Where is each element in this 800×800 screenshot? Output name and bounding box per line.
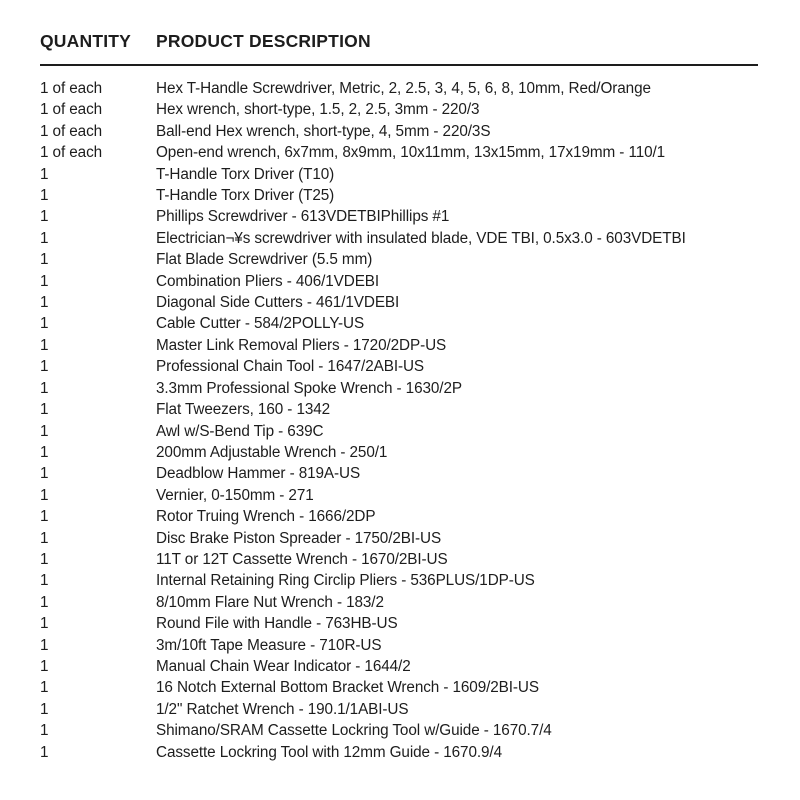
description-cell: Master Link Removal Pliers - 1720/2DP-US <box>156 336 447 354</box>
quantity-cell: 1 <box>40 336 49 354</box>
quantity-cell: 1 <box>40 443 49 461</box>
table-row <box>40 164 758 185</box>
quantity-cell: 1 <box>40 422 49 440</box>
table-row <box>40 549 758 570</box>
description-cell: Professional Chain Tool - 1647/2ABI-US <box>156 358 425 376</box>
table-header <box>40 31 758 66</box>
quantity-cell: 1 <box>40 229 49 247</box>
description-cell: Cassette Lockring Tool with 12mm Guide - 1670.9/4 <box>156 743 502 761</box>
table-row <box>40 185 758 206</box>
table-row <box>40 292 758 313</box>
quantity-cell: 1 <box>40 508 49 526</box>
quantity-cell: 1 of each <box>40 122 103 140</box>
table-row <box>40 506 758 527</box>
table-row <box>40 742 758 763</box>
description-cell: Open-end wrench, 6x7mm, 8x9mm, 10x11mm, 13x15mm, 17x19mm - 110/1 <box>156 144 666 162</box>
quantity-cell: 1 <box>40 208 49 226</box>
table-row <box>40 463 758 484</box>
description-cell: Combination Pliers - 406/1VDEBI <box>156 272 380 290</box>
description-cell: Hex T-Handle Screwdriver, Metric, 2, 2.5, 3, 4, 5, 6, 8, 10mm, Red/Orange <box>156 80 651 97</box>
quantity-cell: 1 <box>40 358 49 376</box>
description-cell: Shimano/SRAM Cassette Lockring Tool w/Guide - 1670.7/4 <box>156 722 552 740</box>
description-cell: Phillips Screwdriver - 613VDETBIPhillips #1 <box>156 208 450 226</box>
description-header: PRODUCT DESCRIPTION <box>156 31 371 51</box>
table-row <box>40 356 758 377</box>
table-row <box>40 592 758 613</box>
table-row <box>40 271 758 292</box>
table-row <box>40 699 758 720</box>
quantity-cell: 1 <box>40 379 49 397</box>
description-cell: Awl w/S-Bend Tip - 639C <box>156 422 324 440</box>
table-row <box>40 656 758 677</box>
table-row <box>40 442 758 463</box>
description-cell: Hex wrench, short-type, 1.5, 2, 2.5, 3mm - 220/3 <box>156 101 480 119</box>
table-row <box>40 78 758 99</box>
description-cell: Flat Blade Screwdriver (5.5 mm) <box>156 251 373 269</box>
description-cell: Round File with Handle - 763HB-US <box>156 615 398 633</box>
quantity-cell: 1 <box>40 657 49 675</box>
description-cell: Vernier, 0-150mm - 271 <box>156 486 314 504</box>
quantity-cell: 1 <box>40 401 49 419</box>
description-cell: Electrician¬¥s screwdriver with insulated blade, VDE TBI, 0.5x3.0 - 603VDETBI <box>156 229 686 247</box>
table-row <box>40 142 758 163</box>
table-row <box>40 249 758 270</box>
quantity-cell: 1 <box>40 572 49 590</box>
table-row <box>40 206 758 227</box>
table-row <box>40 99 758 120</box>
table-row <box>40 313 758 334</box>
quantity-cell: 1 <box>40 679 49 697</box>
description-cell: Ball-end Hex wrench, short-type, 4, 5mm - 220/3S <box>156 122 491 140</box>
table-row <box>40 421 758 442</box>
description-cell: Disc Brake Piston Spreader - 1750/2BI-US <box>156 529 442 547</box>
description-cell: 11T or 12T Cassette Wrench - 1670/2BI-US <box>156 550 448 568</box>
quantity-cell: 1 <box>40 315 49 333</box>
quantity-cell: 1 <box>40 615 49 633</box>
quantity-cell: 1 <box>40 550 49 568</box>
quantity-cell: 1 of each <box>40 80 103 97</box>
description-cell: 200mm Adjustable Wrench - 250/1 <box>156 443 388 461</box>
table-body <box>40 66 758 763</box>
description-cell: 3.3mm Professional Spoke Wrench - 1630/2P <box>156 379 462 397</box>
quantity-cell: 1 <box>40 272 49 290</box>
table-row <box>40 570 758 591</box>
quantity-cell: 1 <box>40 165 49 183</box>
description-cell: 16 Notch External Bottom Bracket Wrench - 1609/2BI-US <box>156 679 539 697</box>
quantity-cell: 1 <box>40 529 49 547</box>
quantity-cell: 1 <box>40 722 49 740</box>
description-cell: Diagonal Side Cutters - 461/1VDEBI <box>156 294 400 312</box>
table-row <box>40 720 758 741</box>
description-cell: 1/2" Ratchet Wrench - 190.1/1ABI-US <box>156 700 409 718</box>
description-cell: Rotor Truing Wrench - 1666/2DP <box>156 508 376 526</box>
quantity-cell: 1 of each <box>40 144 103 162</box>
table-row <box>40 378 758 399</box>
quantity-cell: 1 <box>40 743 49 761</box>
table-row <box>40 677 758 698</box>
table-row <box>40 228 758 249</box>
description-cell: Internal Retaining Ring Circlip Pliers - 536PLUS/1DP-US <box>156 572 535 590</box>
quantity-header: QUANTITY <box>40 31 132 51</box>
quantity-cell: 1 <box>40 486 49 504</box>
description-cell: 3m/10ft Tape Measure - 710R-US <box>156 636 382 654</box>
table-row <box>40 528 758 549</box>
description-cell: Cable Cutter - 584/2POLLY-US <box>156 315 365 333</box>
table-row <box>40 485 758 506</box>
description-cell: Flat Tweezers, 160 - 1342 <box>156 401 331 419</box>
quantity-cell: 1 <box>40 187 49 205</box>
table-row <box>40 121 758 142</box>
quantity-cell: 1 <box>40 251 49 269</box>
table-row <box>40 399 758 420</box>
description-cell: 8/10mm Flare Nut Wrench - 183/2 <box>156 593 384 611</box>
description-cell: T-Handle Torx Driver (T10) <box>156 165 335 183</box>
table-row <box>40 613 758 634</box>
description-cell: T-Handle Torx Driver (T25) <box>156 187 335 205</box>
quantity-cell: 1 <box>40 294 49 312</box>
quantity-cell: 1 <box>40 700 49 718</box>
table-row <box>40 335 758 356</box>
quantity-cell: 1 <box>40 636 49 654</box>
product-table <box>40 31 758 763</box>
quantity-cell: 1 <box>40 465 49 483</box>
description-cell: Manual Chain Wear Indicator - 1644/2 <box>156 657 411 675</box>
quantity-cell: 1 of each <box>40 101 103 119</box>
quantity-cell: 1 <box>40 593 49 611</box>
description-cell: Deadblow Hammer - 819A-US <box>156 465 361 483</box>
table-row <box>40 635 758 656</box>
